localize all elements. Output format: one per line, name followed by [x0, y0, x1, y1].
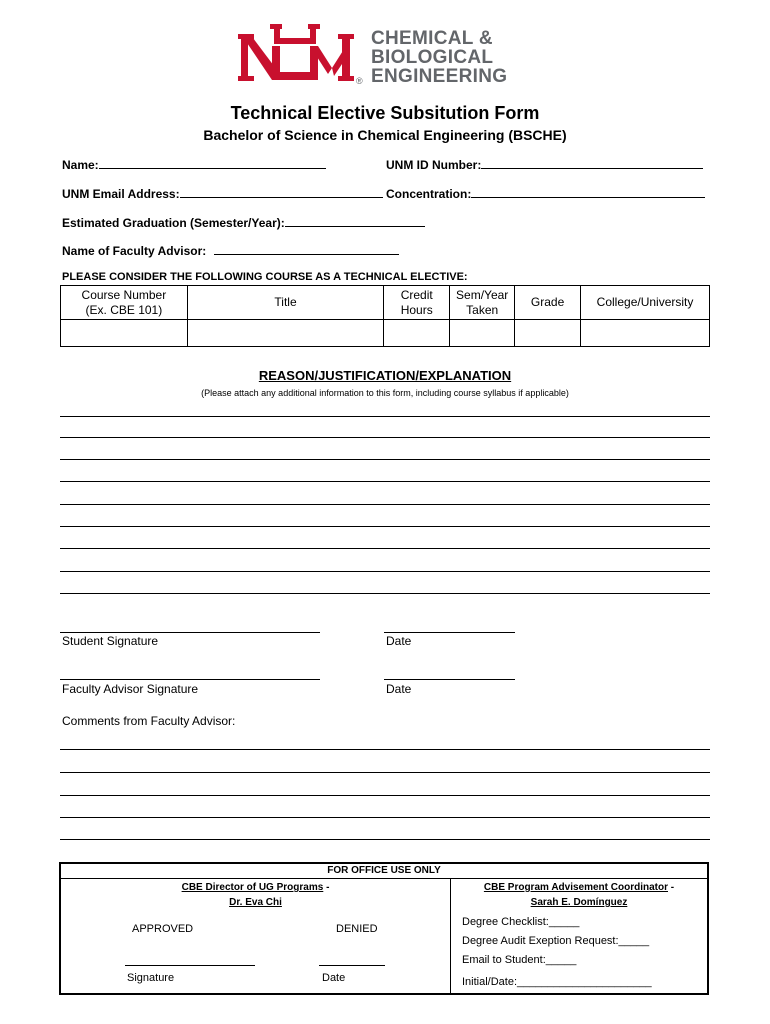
header-title: Title [187, 286, 384, 320]
director-signature-label: Signature [127, 972, 175, 984]
unm-logo-mark [236, 22, 356, 92]
name-label: Name: [62, 158, 99, 172]
advisor-signature-line[interactable] [60, 679, 320, 680]
coordinator-title-text: CBE Program Advisement Coordinator [483, 882, 668, 893]
reason-heading: REASON/JUSTIFICATION/EXPLANATION [258, 368, 512, 383]
header-college: College/University [581, 286, 710, 320]
office-header-divider [61, 878, 707, 879]
reason-note: (Please attach any additional information to this form, including course syllabus if applicable) [201, 388, 569, 398]
graduation-field[interactable] [62, 215, 425, 230]
header-grade: Grade [515, 286, 581, 320]
reason-line[interactable] [60, 416, 710, 417]
course-title-cell[interactable] [187, 320, 384, 347]
concentration-label: Concentration: [386, 187, 472, 201]
trademark-symbol: ® [356, 76, 363, 86]
coordinator-title-suffix: - [668, 882, 675, 893]
form-title: Technical Elective Subsitution Form [230, 103, 540, 123]
comment-line[interactable] [60, 839, 710, 840]
course-table [60, 285, 710, 347]
comment-line[interactable] [60, 817, 710, 818]
coordinator-name: Sarah E. Domínguez [530, 897, 628, 908]
course-number-cell[interactable] [61, 320, 188, 347]
concentration-input-line[interactable] [471, 186, 705, 198]
advisor-signature-label: Faculty Advisor Signature [62, 682, 199, 696]
reason-line[interactable] [60, 437, 710, 438]
reason-line[interactable] [60, 481, 710, 482]
course-table-header-row [61, 286, 710, 320]
approved-option[interactable]: APPROVED [132, 923, 194, 935]
reason-line[interactable] [60, 593, 710, 594]
director-date-label: Date [322, 972, 346, 984]
denied-option[interactable]: DENIED [336, 923, 378, 935]
unm-logo [236, 22, 356, 92]
initial-date-field[interactable]: Initial/Date:______________________ [462, 976, 652, 988]
grade-cell[interactable] [515, 320, 581, 347]
email-input-line[interactable] [180, 186, 383, 198]
reason-line[interactable] [60, 571, 710, 572]
college-cell[interactable] [581, 320, 710, 347]
name-field[interactable] [62, 157, 326, 172]
department-line-3: ENGINEERING [371, 66, 508, 87]
concentration-field[interactable] [386, 186, 705, 201]
department-line-2: BIOLOGICAL [371, 47, 494, 68]
degree-checklist-field[interactable]: Degree Checklist:_____ [462, 916, 580, 928]
advisor-field[interactable] [62, 243, 399, 258]
unm-id-input-line[interactable] [481, 157, 703, 169]
credit-hours-cell[interactable] [384, 320, 450, 347]
student-date-label: Date [386, 634, 412, 648]
comment-line[interactable] [60, 795, 710, 796]
coordinator-title [451, 882, 707, 893]
director-signature-line[interactable] [125, 965, 255, 966]
director-title-text: CBE Director of UG Programs [181, 882, 324, 893]
unm-id-label: UNM ID Number: [386, 158, 482, 172]
director-title-suffix: - [323, 882, 330, 893]
advisor-input-line[interactable] [214, 243, 399, 255]
department-line-1: CHEMICAL & [371, 28, 493, 49]
header-sem-year: Sem/Year Taken [450, 286, 515, 320]
sem-year-cell[interactable] [450, 320, 515, 347]
email-label: UNM Email Address: [62, 187, 180, 201]
office-column-divider [450, 878, 451, 993]
unm-id-field[interactable] [386, 157, 703, 172]
department-name [371, 29, 507, 86]
reason-line[interactable] [60, 459, 710, 460]
course-entry-row[interactable] [61, 320, 710, 347]
advisor-label: Name of Faculty Advisor: [62, 244, 207, 258]
office-use-box [59, 862, 709, 995]
office-use-header: FOR OFFICE USE ONLY [327, 865, 441, 876]
reason-line[interactable] [60, 548, 710, 549]
reason-line[interactable] [60, 526, 710, 527]
student-signature-line[interactable] [60, 632, 320, 633]
comment-line[interactable] [60, 749, 710, 750]
reason-line[interactable] [60, 504, 710, 505]
advisor-date-line[interactable] [384, 679, 515, 680]
student-date-line[interactable] [384, 632, 515, 633]
header-course-number: Course Number (Ex. CBE 101) [61, 286, 188, 320]
email-field[interactable] [62, 186, 383, 201]
graduation-input-line[interactable] [285, 215, 425, 227]
name-input-line[interactable] [99, 157, 326, 169]
comment-line[interactable] [60, 772, 710, 773]
student-signature-label: Student Signature [62, 634, 159, 648]
advisor-date-label: Date [386, 682, 412, 696]
director-name: Dr. Eva Chi [229, 897, 282, 908]
degree-audit-field[interactable]: Degree Audit Exeption Request:_____ [462, 935, 650, 947]
form-subtitle: Bachelor of Science in Chemical Engineering (BSCHE) [203, 127, 567, 143]
email-to-student-field[interactable]: Email to Student:_____ [462, 954, 577, 966]
director-title [61, 882, 450, 893]
course-instruction: PLEASE CONSIDER THE FOLLOWING COURSE AS A TECHNICAL ELECTIVE: [62, 271, 468, 283]
advisor-comments-label: Comments from Faculty Advisor: [62, 714, 236, 728]
director-date-line[interactable] [319, 965, 385, 966]
graduation-label: Estimated Graduation (Semester/Year): [62, 216, 285, 230]
header-credit-hours: Credit Hours [384, 286, 450, 320]
